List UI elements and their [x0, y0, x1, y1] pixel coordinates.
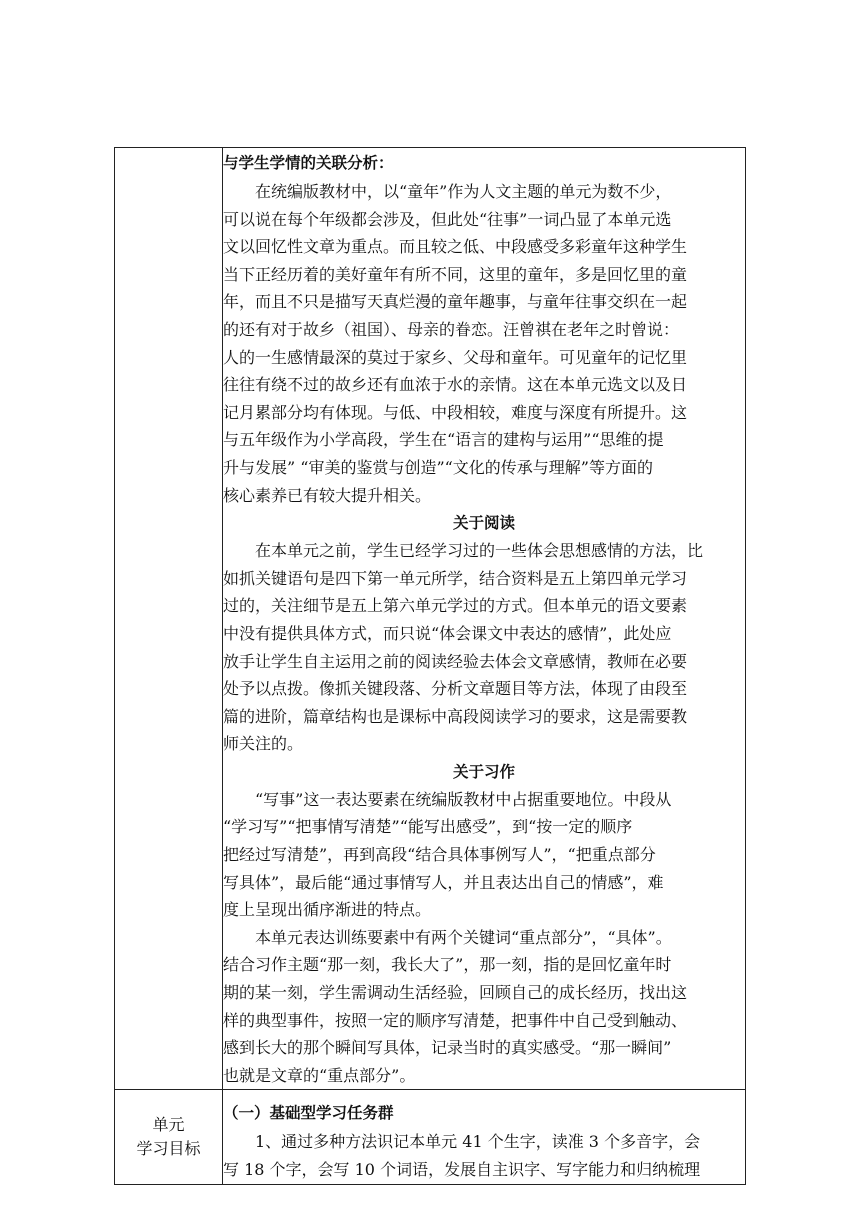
text-line: 与五年级作为小学高段，学生在“语言的建构与运用”“思维的提 [223, 430, 664, 450]
text-line: 在统编版教材中，以“童年”作为人文主题的单元为数不少， [223, 182, 672, 201]
text-line: 写具体”，最后能“通过事情写人，并且表达出自己的情感”，难 [223, 872, 664, 892]
label-line: 学习目标 [136, 1139, 201, 1158]
text-line: 中没有提供具体方式，而只说“体会课文中表达的感情”，此处应 [223, 623, 672, 643]
text-line: 1、通过多种方法识记本单元 41 个生字，读准 3 个多音字，会 [223, 1132, 701, 1152]
analysis-cell [223, 148, 746, 1090]
text-line: 在本单元之前，学生已经学习过的一些体会思想感情的方法，比 [223, 541, 704, 561]
intro-paragraph [223, 178, 745, 509]
text-line: “写事”这一表达要素在统编版教材中占据重要地位。中段从 [223, 789, 672, 809]
text-line: 度上呈现出循序渐进的特点。 [223, 900, 432, 920]
unit-goals-cell [223, 1090, 746, 1184]
text-line: 本单元表达训练要素中有两个关键词“重点部分”，“具体”。 [223, 927, 672, 947]
text-line: 升与发展” “审美的鉴赏与创造”“文化的传承与理解”等方面的 [223, 457, 653, 477]
text-line: 也就是文章的“重点部分”。 [223, 1065, 416, 1085]
table-row [115, 1090, 746, 1184]
text-line: 写 18 个字，会写 10 个词语，发展自主识字、写字能力和归纳梳理 [223, 1160, 701, 1179]
text-line: 可以说在每个年级都会涉及，但此处“往事”一词凸显了本单元选 [223, 209, 672, 229]
table-row [115, 148, 746, 1090]
writing-paragraph [223, 786, 745, 924]
text-line: 如抓关键语句是四下第一单元所学，结合资料是五上第四单元学习 [223, 568, 688, 588]
text-line: 把经过写清楚”，再到高段“结合具体事例写人”，“把重点部分 [223, 845, 656, 865]
text-line: “学习写”“把事情写清楚”“能写出感受”，到“按一定的顺序 [223, 817, 633, 837]
reading-paragraph [223, 537, 745, 758]
text-line: 的还有对于故乡（祖国）、母亲的眷恋。汪曾祺在老年之时曾说： [223, 319, 680, 339]
text-line: 核心素养已有较大提升相关。 [223, 485, 432, 505]
task-group-heading: （一）基础型学习任务群 [223, 1104, 394, 1123]
text-line: 师关注的。 [223, 734, 304, 754]
text-line: 年，而且不只是描写天真烂漫的童年趣事，与童年往事交织在一起 [223, 292, 688, 312]
text-line: 篇的进阶，篇章结构也是课标中高段阅读学习的要求，这是需要教 [223, 706, 688, 726]
text-line: 往往有绕不过的故乡还有血浓于水的亲情。这在本单元选文以及日 [223, 375, 688, 395]
text-line: 当下正经历着的美好童年有所不同，这里的童年，多是回忆里的童 [223, 264, 688, 284]
writing-subheading: 关于习作 [452, 762, 515, 781]
lesson-plan-table [114, 147, 746, 1185]
analysis-heading: 与学生学情的关联分析： [223, 154, 394, 172]
text-line: 过的，关注细节是五上第六单元学过的方式。但本单元的语文要素 [223, 596, 688, 616]
text-line: 结合习作主题“那一刻，我长大了”，那一刻，指的是回忆童年时 [223, 955, 672, 975]
text-line: 期的某一刻，学生需调动生活经验，回顾自己的成长经历，找出这 [223, 983, 688, 1003]
text-line: 文以回忆性文章为重点。而且较之低、中段感受多彩童年这种学生 [223, 237, 688, 257]
text-line: 样的典型事件，按照一定的顺序写清楚，把事件中自己受到触动、 [223, 1010, 688, 1030]
reading-subheading: 关于阅读 [452, 514, 515, 533]
row-label-cell-empty [115, 148, 223, 1090]
text-line: 处予以点拨。像抓关键段落、分析文章题目等方法，体现了由段至 [223, 679, 688, 699]
text-line: 记月累部分均有体现。与低、中段相较，难度与深度有所提升。这 [223, 402, 688, 422]
text-line: 人的一生感情最深的莫过于家乡、父母和童年。可见童年的记忆里 [223, 347, 688, 367]
focus-paragraph [223, 924, 745, 1090]
label-line: 单元 [152, 1115, 185, 1134]
unit-goals-label-cell [115, 1090, 223, 1184]
goals-paragraph [223, 1128, 745, 1183]
text-line: 感到长大的那个瞬间写具体，记录当时的真实感受。“那一瞬间” [223, 1038, 672, 1058]
text-line: 放手让学生自主运用之前的阅读经验去体会文章感情，教师在必要 [223, 651, 688, 671]
